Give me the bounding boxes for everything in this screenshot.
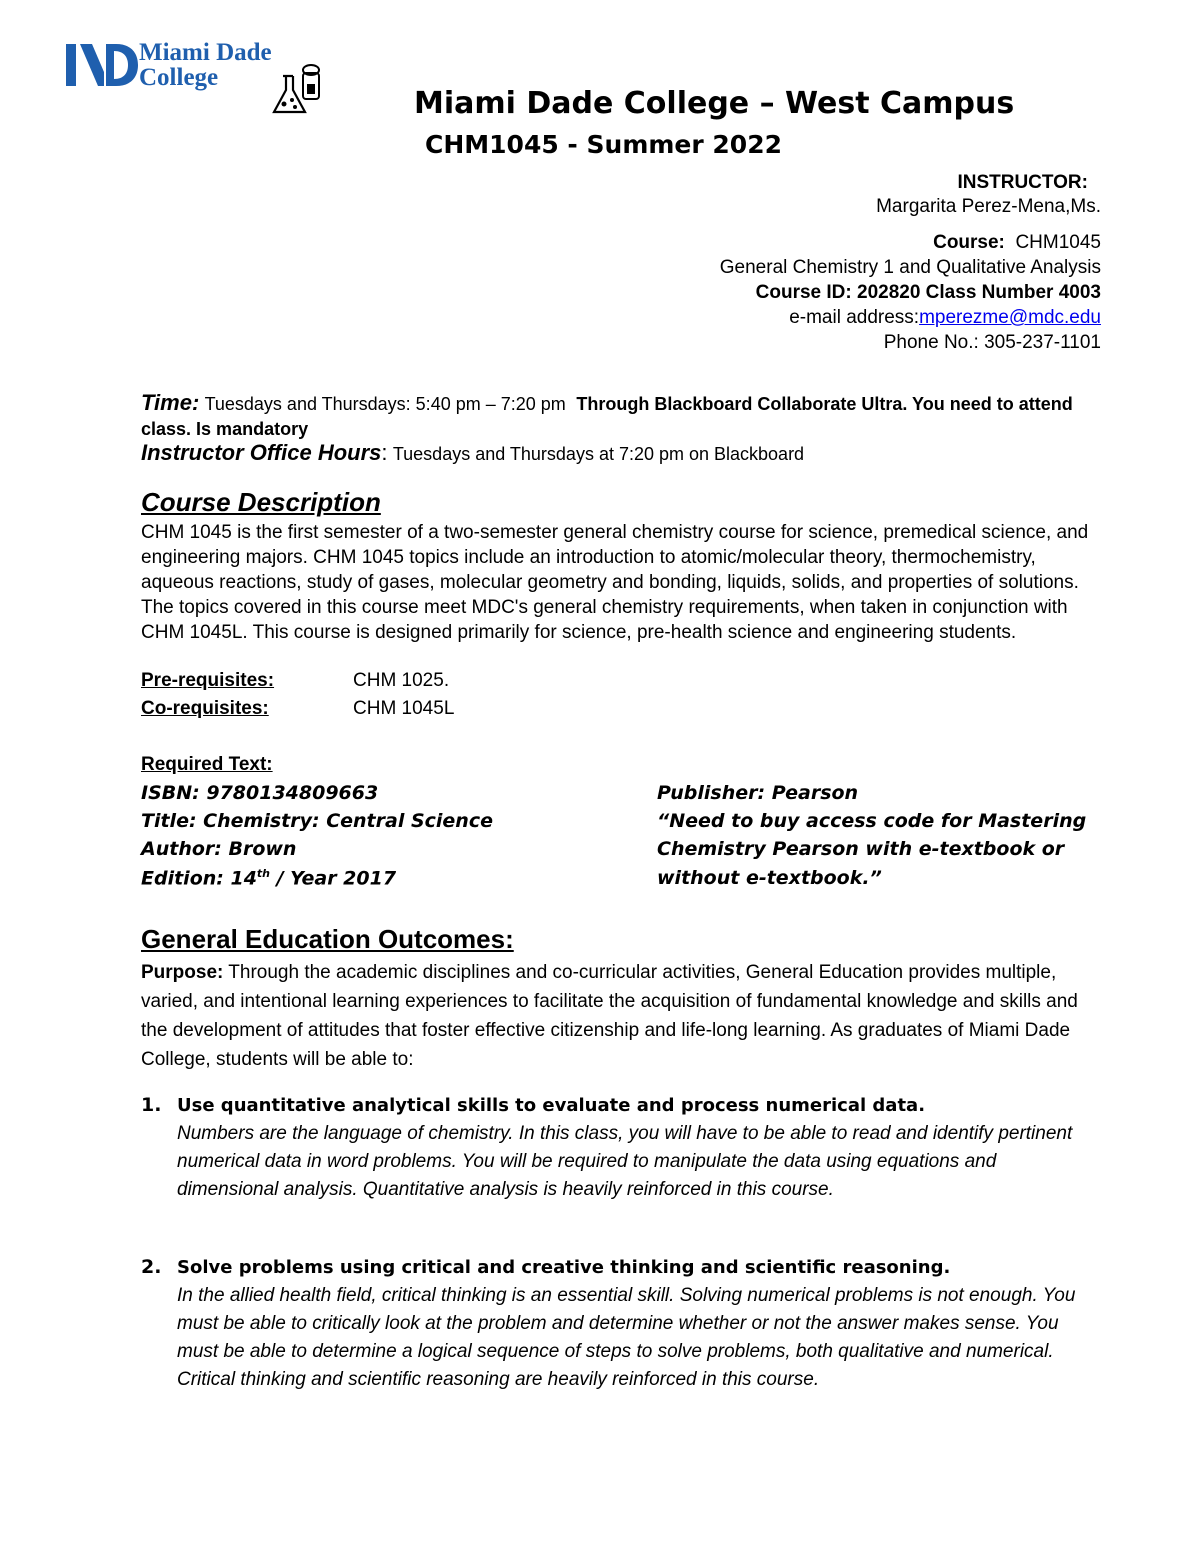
outcome-1-title: Use quantitative analytical skills to evaluate and process numerical data. [177, 1095, 926, 1116]
course-line [933, 230, 1101, 255]
book-title: Title: Chemistry: Central Science [141, 810, 493, 832]
email-link[interactable]: mperezme@mdc.edu [919, 307, 1101, 328]
outcome-1-description: Numbers are the language of chemistry. In this class, you will have to be able to read and identify pertinent numerical data in word problems. You will be required to manipulate the data using equations and dimensional analysis. Quantitative analysis is heavily reinforced in this course. [177, 1123, 1073, 1200]
edition-year: / Year 2017 [270, 867, 397, 890]
time-label: Time: [141, 390, 200, 415]
corequisites-row [141, 698, 454, 720]
edition-suffix: th [256, 867, 271, 880]
outcome-2-number: 2. [141, 1256, 162, 1278]
college-logo [66, 40, 326, 120]
prerequisites-value: CHM 1025. [353, 670, 450, 691]
outcome-2 [177, 1254, 1077, 1394]
time-info [141, 390, 1101, 442]
course-subtitle: CHM1045 - Summer 2022 [425, 130, 782, 159]
email-line [789, 305, 1101, 330]
outcome-2-title: Solve problems using critical and creative thinking and scientific reasoning. [177, 1257, 951, 1278]
outcome-1 [177, 1092, 1077, 1204]
access-note-line-1: “Need to buy access code for Mastering [657, 810, 1087, 832]
office-hours-label: Instructor Office Hours [141, 440, 382, 465]
required-text-heading: Required Text: [141, 754, 273, 775]
course-code: CHM1045 [1015, 232, 1101, 253]
access-note-line-2: Chemistry Pearson with e-textbook or [657, 838, 1065, 860]
email-label: e-mail address: [789, 307, 920, 328]
instructor-name: Margarita Perez-Mena,Ms. [876, 196, 1101, 217]
logo-line-1: Miami Dade [139, 39, 272, 66]
office-hours: Instructor Office Hours: Tuesdays and Thursdays at 7:20 pm on Blackboard [141, 440, 805, 465]
flask-icon [271, 62, 323, 118]
book-edition [141, 867, 396, 889]
course-id: Course ID: 202820 Class Number 4003 [755, 282, 1101, 303]
prerequisites-row [141, 670, 449, 692]
corequisites-value: CHM 1045L [353, 698, 455, 719]
outcome-2-description: In the allied health field, critical thinking is an essential skill. Solving numerical problems is not enough. You must be able to critically look at the problem and determine whether or not the answer makes sense. You must be able to determine a logical sequence of steps to solve problems, both qualitative and numerical. Critical thinking and scientific reasoning are heavily reinforced in this course. [177, 1285, 1076, 1390]
corequisites-label: Co-requisites: [141, 698, 269, 719]
phone-number: Phone No.: 305-237-1101 [883, 332, 1101, 353]
book-author: Author: Brown [141, 838, 297, 860]
course-description-heading: Course Description [141, 487, 381, 517]
course-label: Course: [933, 232, 1005, 253]
instructor-label: INSTRUCTOR: [957, 172, 1088, 193]
gen-ed-purpose [141, 958, 1101, 1074]
edition-number: Edition: 14 [141, 867, 257, 890]
publisher: Publisher: Pearson [657, 782, 859, 804]
course-description-text: CHM 1045 is the first semester of a two-semester general chemistry course for science, premedical science, and engineering majors. CHM 1045 topics include an introduction to atomic/molecular theory, thermochemistry, aqueous reactions, study of gases, molecular geometry and bonding, liquids, solids, and properties of solutions. The topics covered in this course meet MDC's general chemistry requirements, when taken in conjunction with CHM 1045L. This course is designed primarily for science, pre-health science and engineering students. [141, 522, 1089, 643]
outcome-1-number: 1. [141, 1094, 162, 1116]
page-title: Miami Dade College – West Campus [414, 86, 1015, 121]
purpose-label: Purpose: [141, 962, 224, 983]
office-hours-value: Tuesdays and Thursdays at 7:20 pm on Blackboard [392, 444, 805, 464]
isbn: ISBN: 9780134809663 [141, 782, 379, 804]
access-note-line-3: without e-textbook.” [657, 867, 882, 889]
logo-line-2: College [139, 64, 219, 91]
time-value: Tuesdays and Thursdays: 5:40 pm – 7:20 pm [204, 394, 566, 414]
logo-wordmark [139, 40, 272, 90]
mdc-logo-icon [66, 42, 138, 88]
course-name: General Chemistry 1 and Qualitative Analysis [719, 257, 1101, 278]
purpose-text: Through the academic disciplines and co-curricular activities, General Education provides multiple, varied, and intentional learning experiences to facilitate the acquisition of fundamental knowledge and skills and the development of attitudes that foster effective citizenship and life-long learning. As graduates of Miami Dade College, students will be able to: [141, 962, 1078, 1070]
time-note: Through Blackboard Collaborate Ultra. You need to attend class. Is mandatory [141, 394, 1073, 439]
prerequisites-label: Pre-requisites: [141, 670, 275, 691]
gen-ed-heading: General Education Outcomes: [141, 924, 514, 954]
